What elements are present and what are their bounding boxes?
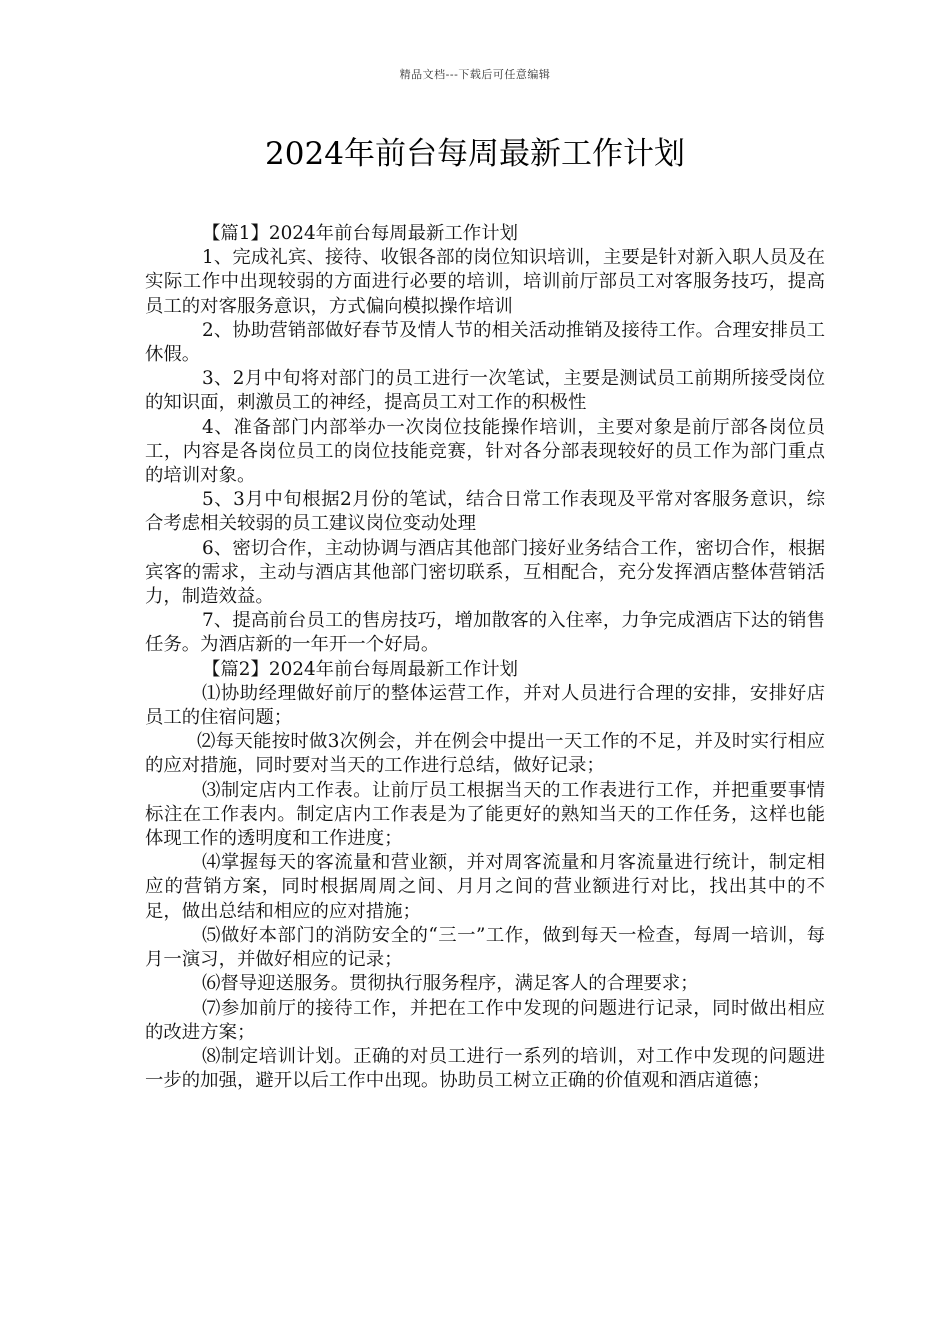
list-item-4: ⑷掌握每天的客流量和营业额，并对周客流量和月客流量进行统计，制定相应的营销方案，同时根据周周之间、月月之间的营业额进行对比，找出其中的不足，做出总结和相应的应对措施； — [145, 852, 825, 922]
list-item-6: ⑹督导迎送服务。贯彻执行服务程序，满足客人的合理要求； — [202, 973, 699, 995]
list-item-5: ⑸做好本部门的消防安全的“三一”工作，做到每天一检查，每周一培训，每月一演习，并做好相应的记录； — [145, 924, 825, 971]
header-note: 精品文档---下载后可任意编辑 — [399, 68, 551, 81]
document-body — [145, 222, 825, 1093]
paragraph-1: 1、完成礼宾、接待、收银各部的岗位知识培训，主要是针对新入职人员及在实际工作中出现较弱的方面进行必要的培训，培训前厅部员工对客服务技巧，提高员工的对客服务意识，方式偏向模拟操作培训 — [145, 247, 825, 317]
paragraph-2: 2、协助营销部做好春节及情人节的相关活动推销及接待工作。合理安排员工休假。 — [145, 319, 825, 366]
document-title: 2024年前台每周最新工作计划 — [265, 136, 685, 172]
list-item-8: ⑻制定培训计划。正确的对员工进行一系列的培训，对工作中发现的问题进一步的加强，避开以后工作中出现。协助员工树立正确的价值观和酒店道德； — [145, 1045, 825, 1092]
paragraph-5: 5、3月中旬根据2月份的笔试，结合日常工作表现及平常对客服务意识，综合考虑相关较弱的员工建议岗位变动处理 — [145, 489, 825, 535]
list-item-3: ⑶制定店内工作表。让前厅员工根据当天的工作表进行工作，并把重要事情标注在工作表内。制定店内工作表是为了能更好的熟知当天的工作任务，这样也能体现工作的透明度和工作进度； — [145, 779, 825, 850]
paragraph-6: 6、密切合作，主动协调与酒店其他部门接好业务结合工作，密切合作，根据宾客的需求，主动与酒店其他部门密切联系，互相配合，充分发挥酒店整体营销活力，制造效益。 — [145, 537, 825, 608]
list-item-1: ⑴协助经理做好前厅的整体运营工作，并对人员进行合理的安排，安排好店员工的住宿问题； — [145, 682, 825, 729]
section-heading-1: 【篇1】2024年前台每周最新工作计划 — [202, 223, 518, 244]
paragraph-7: 7、提高前台员工的售房技巧，增加散客的入住率，力争完成酒店下达的销售任务。为酒店新的一年开一个好局。 — [145, 610, 825, 656]
list-item-7: ⑺参加前厅的接待工作，并把在工作中发现的问题进行记录，同时做出相应的改进方案； — [145, 997, 825, 1043]
paragraph-4: 4、准备部门内部举办一次岗位技能操作培训，主要对象是前厅部各岗位员工，内容是各岗位员工的岗位技能竞赛，针对各分部表现较好的员工作为部门重点的培训对象。 — [145, 416, 825, 487]
list-item-2: ⑵每天能按时做3次例会，并在例会中提出一天工作的不足，并及时实行相应的应对措施，同时要对当天的工作进行总结，做好记录； — [145, 731, 825, 777]
section-heading-2: 【篇2】2024年前台每周最新工作计划 — [202, 658, 518, 680]
paragraph-3: 3、2月中旬将对部门的员工进行一次笔试，主要是测试员工前期所接受岗位的知识面，刺激员工的神经，提高员工对工作的积极性 — [145, 368, 825, 414]
